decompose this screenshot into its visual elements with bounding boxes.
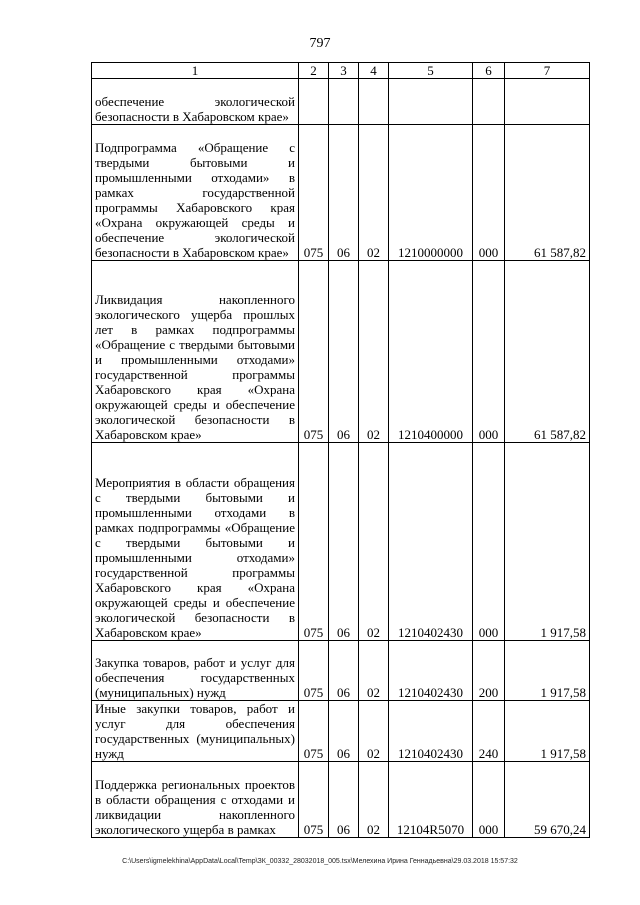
column-header: 4 [359, 63, 389, 79]
cell-expense-type: 000 [473, 443, 505, 641]
cell-amount: 61 587,82 [505, 125, 590, 261]
cell-expense-type: 000 [473, 261, 505, 443]
cell-amount: 1 917,58 [505, 443, 590, 641]
table-row [92, 641, 590, 701]
table-row [92, 762, 590, 838]
cell-section-code: 06 [329, 641, 359, 701]
page-number: 797 [309, 36, 331, 51]
cell-ministry-code: 075 [299, 762, 329, 838]
cell-subsection-code: 02 [359, 125, 389, 261]
table-header-row [92, 63, 590, 79]
cell-subsection-code: 02 [359, 641, 389, 701]
cell-target-article: 1210402430 [389, 701, 473, 762]
column-header: 1 [92, 63, 299, 79]
cell-target-article [389, 79, 473, 125]
cell-subsection-code: 02 [359, 443, 389, 641]
cell-expense-type: 240 [473, 701, 505, 762]
column-header: 6 [473, 63, 505, 79]
cell-target-article: 1210400000 [389, 261, 473, 443]
cell-target-article: 1210000000 [389, 125, 473, 261]
row-name: Закупка товаров, работ и услуг для обеспечения государственных (муниципальных) нужд [92, 641, 299, 701]
cell-ministry-code [299, 79, 329, 125]
cell-section-code: 06 [329, 762, 359, 838]
budget-table [91, 62, 590, 838]
cell-amount: 1 917,58 [505, 701, 590, 762]
cell-amount [505, 79, 590, 125]
cell-amount: 61 587,82 [505, 261, 590, 443]
cell-target-article: 1210402430 [389, 641, 473, 701]
cell-target-article: 12104R5070 [389, 762, 473, 838]
cell-amount: 59 670,24 [505, 762, 590, 838]
cell-subsection-code: 02 [359, 261, 389, 443]
cell-amount: 1 917,58 [505, 641, 590, 701]
cell-expense-type: 000 [473, 125, 505, 261]
cell-section-code [329, 79, 359, 125]
cell-target-article: 1210402430 [389, 443, 473, 641]
column-header: 2 [299, 63, 329, 79]
column-header: 7 [505, 63, 590, 79]
row-name: Ликвидация накопленного экологического ущерба прошлых лет в рамках подпрограммы «Обращение с твердыми бытовыми и промышленными отходами» государственной программы Хабаровского края «Охрана окружающей среды и обеспечение экологической безопасности в Хабаровском крае» [92, 261, 299, 443]
cell-ministry-code: 075 [299, 261, 329, 443]
row-name: Поддержка региональных проектов в области обращения с отходами и ликвидации накопленного экологического ущерба в рамках [92, 762, 299, 838]
cell-section-code: 06 [329, 701, 359, 762]
table-row [92, 261, 590, 443]
table-row [92, 79, 590, 125]
cell-expense-type [473, 79, 505, 125]
column-header: 5 [389, 63, 473, 79]
cell-ministry-code: 075 [299, 701, 329, 762]
row-name: Мероприятия в области обращения с твердыми бытовыми и промышленными отходами в рамках подпрограммы «Обращение с твердыми бытовыми и промышленными отходами» государственной программы Хабаровского края «Охрана окружающей среды и обеспечение экологической безопасности в Хабаровском крае» [92, 443, 299, 641]
table-row [92, 125, 590, 261]
row-name: Иные закупки товаров, работ и услуг для обеспечения государственных (муниципальных) нужд [92, 701, 299, 762]
table-row [92, 443, 590, 641]
cell-expense-type: 200 [473, 641, 505, 701]
cell-section-code: 06 [329, 125, 359, 261]
table-row [92, 701, 590, 762]
cell-subsection-code: 02 [359, 762, 389, 838]
cell-ministry-code: 075 [299, 125, 329, 261]
cell-ministry-code: 075 [299, 641, 329, 701]
cell-ministry-code: 075 [299, 443, 329, 641]
row-name: Подпрограмма «Обращение с твердыми бытовыми и промышленными отходами» в рамках государственной программы Хабаровского края «Охрана окружающей среды и обеспечение экологической безопасности в Хабаровском крае» [92, 125, 299, 261]
cell-section-code: 06 [329, 443, 359, 641]
column-header: 3 [329, 63, 359, 79]
cell-section-code: 06 [329, 261, 359, 443]
cell-subsection-code [359, 79, 389, 125]
cell-subsection-code: 02 [359, 701, 389, 762]
file-path-footer: C:\Users\igmelekhina\AppData\Local\Temp\ЗК_00332_28032018_005.tsx\Мелехина Ирина Геннадьевна\29.03.2018 15:57:32 [122, 858, 518, 865]
cell-expense-type: 000 [473, 762, 505, 838]
row-name: обеспечение экологической безопасности в Хабаровском крае» [92, 79, 299, 125]
